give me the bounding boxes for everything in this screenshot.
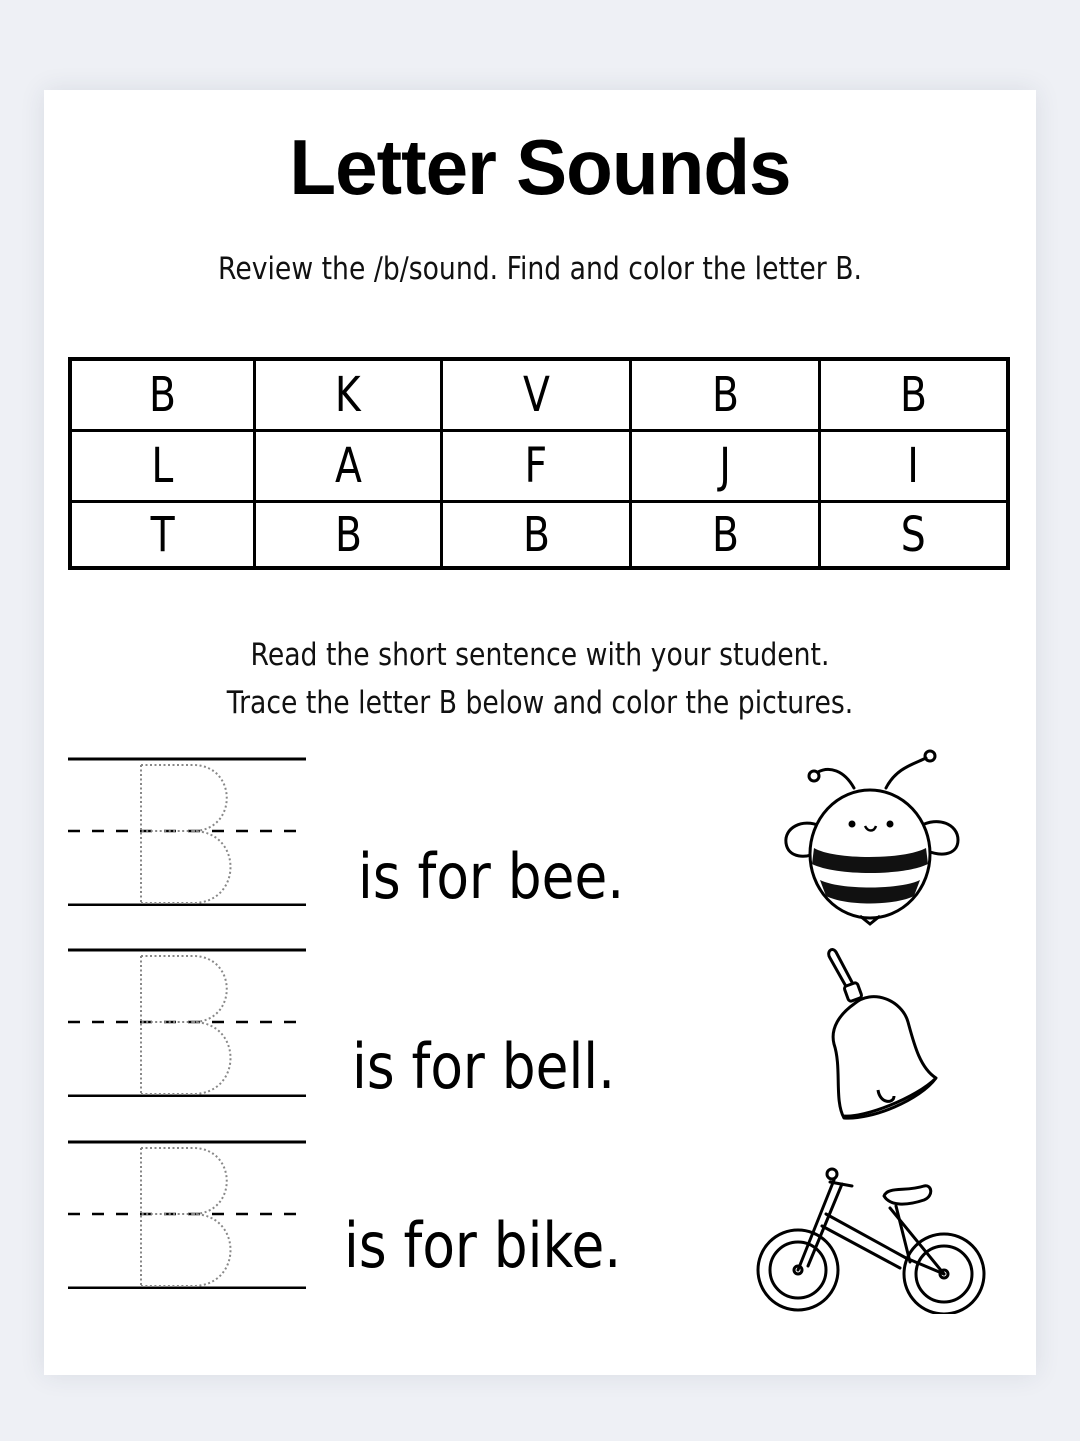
trace-letter-b[interactable]	[68, 947, 308, 1097]
trace-letter-b[interactable]	[68, 1139, 308, 1289]
grid-cell[interactable]: B	[632, 503, 821, 566]
sentence-bike: is for bike.	[344, 1209, 622, 1282]
grid-cell[interactable]: A	[256, 432, 443, 503]
grid-cell[interactable]: I	[821, 432, 1006, 503]
grid-cell[interactable]: T	[72, 503, 256, 566]
trace-instruction-line-1: Read the short sentence with your student.	[250, 637, 830, 673]
sentence-bell: is for bell.	[352, 1030, 616, 1103]
grid-cell[interactable]: B	[72, 361, 256, 432]
grid-cell[interactable]: B	[632, 361, 821, 432]
grid-instruction: Review the /b/sound. Find and color the letter B.	[218, 251, 862, 287]
grid-cell[interactable]: V	[443, 361, 632, 432]
grid-cell[interactable]: F	[443, 432, 632, 503]
bike-icon	[756, 1166, 992, 1314]
grid-cell[interactable]: B	[443, 503, 632, 566]
sentence-bee: is for bee.	[358, 840, 625, 913]
worksheet-page	[44, 90, 1036, 1375]
grid-cell[interactable]: J	[632, 432, 821, 503]
worksheet-title: Letter Sounds	[289, 123, 791, 211]
letter-grid	[68, 357, 1010, 570]
grid-cell[interactable]: L	[72, 432, 256, 503]
grid-cell[interactable]: B	[821, 361, 1006, 432]
grid-cell[interactable]: S	[901, 506, 926, 563]
grid-cell[interactable]: K	[256, 361, 443, 432]
grid-cell[interactable]: B	[256, 503, 443, 566]
bee-icon	[774, 748, 974, 926]
trace-letter-b[interactable]	[68, 756, 308, 906]
bell-icon	[824, 948, 944, 1124]
trace-instruction-line-2: Trace the letter B below and color the pictures.	[226, 685, 854, 721]
